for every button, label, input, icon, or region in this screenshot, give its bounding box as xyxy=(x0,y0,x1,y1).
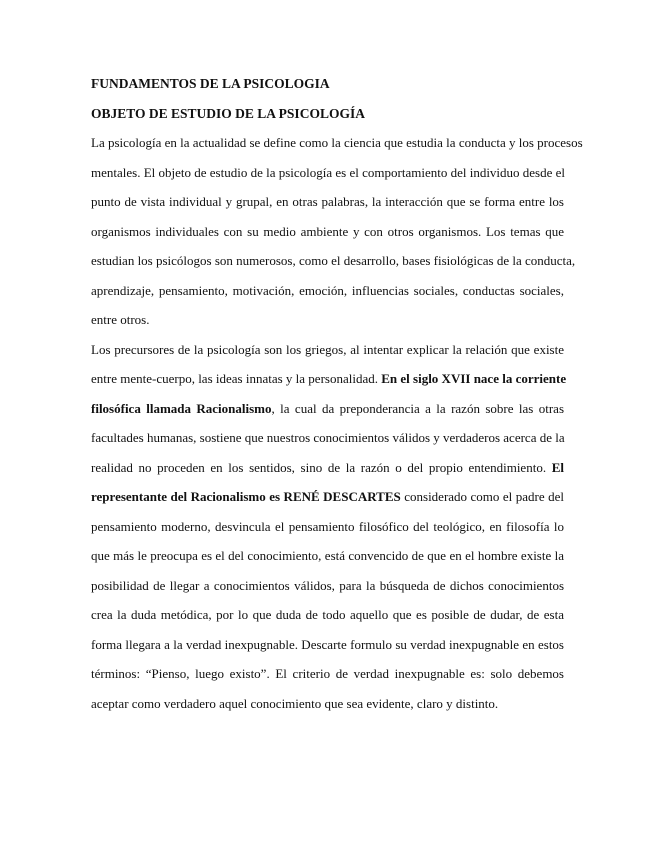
document-title: FUNDAMENTOS DE LA PSICOLOGIA xyxy=(91,76,330,91)
paragraph-line: La psicología en la actualidad se define como la ciencia que estudia la conducta y los procesos xyxy=(91,135,583,150)
paragraph-line: que más le preocupa es el del conocimiento, está convencido de que en el hombre existe la xyxy=(91,548,564,563)
bold-text: El xyxy=(551,460,564,475)
text-span: realidad no proceden en los sentidos, sino de la razón o del propio entendimiento. xyxy=(91,460,547,475)
bold-text: filosófica llamada Racionalismo xyxy=(91,401,272,416)
paragraph-line: estudian los psicólogos son numerosos, como el desarrollo, bases fisiológicas de la conducta, xyxy=(91,253,576,268)
paragraph-line xyxy=(91,460,564,476)
paragraph-line: mentales. El objeto de estudio de la psicología es el comportamiento del individuo desde el xyxy=(91,165,566,180)
paragraph-line xyxy=(91,489,564,505)
paragraph-line xyxy=(91,401,564,417)
bold-text: En el siglo XVII nace la corriente xyxy=(381,371,567,386)
paragraph-line: punto de vista individual y grupal, en otras palabras, la interacción que se forma entre los xyxy=(91,194,564,209)
text-span: entre mente-cuerpo, las ideas innatas y la personalidad. xyxy=(91,371,378,386)
paragraph-line xyxy=(91,371,567,387)
paragraph-line: Los precursores de la psicología son los griegos, al intentar explicar la relación que existe xyxy=(91,342,564,357)
paragraph-line: facultades humanas, sostiene que nuestros conocimientos válidos y verdaderos acerca de la xyxy=(91,430,565,445)
bold-text: representante del Racionalismo es RENÉ DESCARTES xyxy=(91,489,401,504)
paragraph-line: forma llegara a la verdad inexpugnable. Descarte formulo su verdad inexpugnable en estos xyxy=(91,637,564,652)
text-span: , la cual da preponderancia a la razón sobre las otras xyxy=(271,401,564,416)
paragraph-line: posibilidad de llegar a conocimientos válidos, para la búsqueda de dichos conocimientos xyxy=(91,578,564,593)
paragraph-line: pensamiento moderno, desvincula el pensamiento filosófico del teológico, en filosofía lo xyxy=(91,519,564,534)
paragraph-line: aceptar como verdadero aquel conocimiento que sea evidente, claro y distinto. xyxy=(91,696,499,711)
paragraph-line: crea la duda metódica, por lo que duda de todo aquello que es posible de dudar, de esta xyxy=(91,607,564,622)
paragraph-line: organismos individuales con su medio ambiente y con otros organismos. Los temas que xyxy=(91,224,564,239)
section-heading: OBJETO DE ESTUDIO DE LA PSICOLOGÍA xyxy=(91,106,365,121)
paragraph-line: entre otros. xyxy=(91,312,150,327)
text-span: considerado como el padre del xyxy=(404,489,565,504)
paragraph-line: aprendizaje, pensamiento, motivación, emoción, influencias sociales, conductas sociales, xyxy=(91,283,564,298)
paragraph-line: términos: “Pienso, luego existo”. El criterio de verdad inexpugnable es: solo debemos xyxy=(91,666,564,681)
